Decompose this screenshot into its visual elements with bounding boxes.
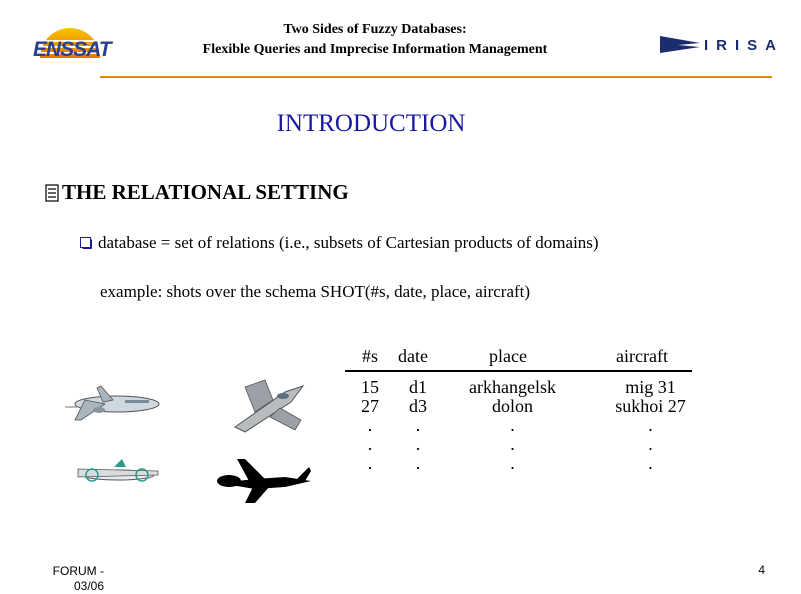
- table-cell: .: [415, 434, 421, 454]
- header-title: [150, 20, 600, 60]
- irisa-flag-icon: [658, 33, 703, 55]
- propeller-plane-icon: [70, 455, 165, 495]
- table-cell: sukhoi 27: [615, 396, 686, 416]
- subheading-text: THE RELATIONAL SETTING: [62, 180, 349, 204]
- bullet-item: [80, 233, 599, 253]
- table-cell: 15: [361, 377, 379, 397]
- table-header-date: date: [398, 346, 428, 366]
- page-number: 4: [758, 563, 765, 577]
- enssat-logo-text: ENSSAT: [33, 38, 111, 61]
- section-title: INTRODUCTION: [276, 110, 466, 137]
- table-cell: .: [648, 453, 653, 473]
- header-divider: [100, 76, 772, 78]
- header-title-line1: Two Sides of Fuzzy Databases:: [283, 22, 467, 37]
- table-header-aircraft: aircraft: [616, 346, 668, 366]
- stack-bullet-icon: [45, 184, 59, 202]
- table-header-place: place: [489, 346, 527, 366]
- table-cell: .: [415, 415, 421, 435]
- table-cell: dolon: [491, 396, 533, 416]
- table-cell: .: [367, 453, 373, 473]
- footer-line1: FORUM -: [52, 564, 104, 578]
- header-title-line2: Flexible Queries and Imprecise Information Management: [202, 42, 548, 57]
- table-column-aircraft: [598, 378, 703, 473]
- table-column-date: [398, 378, 438, 473]
- fighter-jet-icon: [225, 372, 310, 437]
- table-column-place: [455, 378, 570, 473]
- bomber-silhouette-icon: [215, 455, 315, 505]
- table-cell: .: [648, 434, 653, 454]
- irisa-logo-text: IRISA: [704, 37, 785, 54]
- footer-line2: 03/06: [73, 579, 104, 593]
- table-cell: mig 31: [625, 377, 676, 397]
- example-text: example: shots over the schema SHOT(#s, date, place, aircraft): [100, 282, 531, 301]
- table-cell: 27: [361, 396, 379, 416]
- footer-label: [46, 564, 104, 594]
- table-cell: .: [510, 453, 515, 473]
- bullet-text: database = set of relations (i.e., subsets of Cartesian products of domains): [98, 233, 599, 252]
- table-header-rule: [345, 370, 692, 372]
- table-cell: .: [367, 434, 373, 454]
- table-cell: .: [510, 434, 515, 454]
- irisa-logo: [658, 33, 703, 60]
- table-cell: arkhangelsk: [469, 377, 556, 397]
- checkbox-bullet-icon: [80, 237, 92, 249]
- table-cell: .: [415, 453, 421, 473]
- table-cell: d3: [409, 396, 427, 416]
- table-cell: .: [648, 415, 653, 435]
- table-cell: d1: [409, 377, 427, 397]
- airliner-icon: [65, 380, 165, 425]
- table-header-s: #s: [362, 346, 379, 366]
- subheading: [45, 180, 349, 205]
- table-cell: .: [510, 415, 515, 435]
- table-cell: .: [367, 415, 373, 435]
- table-column-s: [355, 378, 385, 473]
